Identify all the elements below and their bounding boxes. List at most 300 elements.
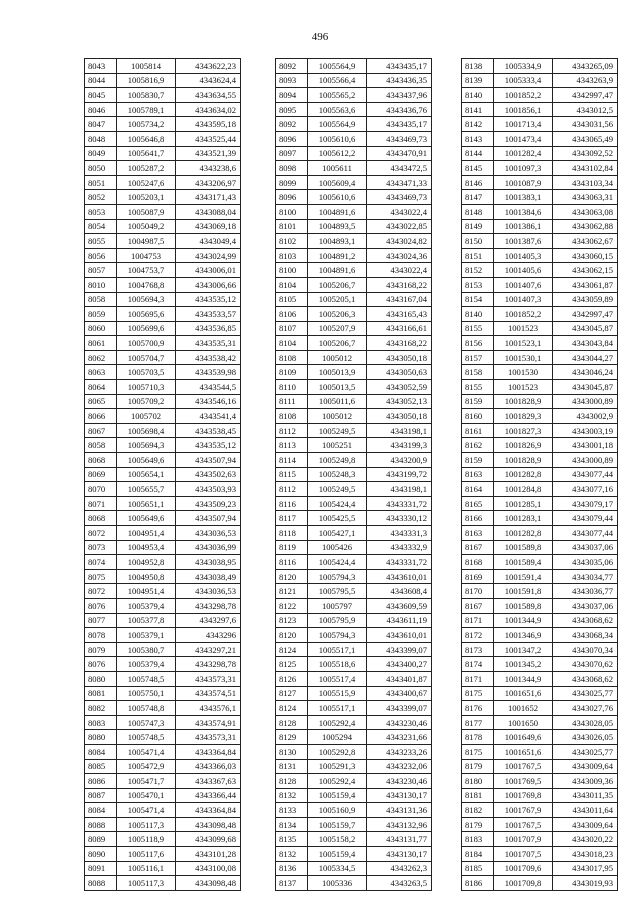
point-number-cell: 8171 — [462, 671, 494, 686]
table-row — [276, 642, 432, 657]
y-coordinate-cell: 4343525,44 — [176, 131, 241, 146]
point-number-cell: 8049 — [85, 146, 117, 161]
point-number-cell: 8070 — [85, 482, 117, 497]
x-coordinate-cell: 1004951,4 — [117, 526, 176, 541]
x-coordinate-cell: 1005118,9 — [117, 832, 176, 847]
x-coordinate-cell: 1005203,1 — [117, 190, 176, 205]
y-coordinate-cell: 4343050,18 — [367, 409, 432, 424]
y-coordinate-cell: 4343507,94 — [176, 511, 241, 526]
table-row — [85, 671, 241, 686]
table-row — [276, 555, 432, 570]
y-coordinate-cell: 4343101,28 — [176, 847, 241, 862]
y-coordinate-cell: 4343610,01 — [367, 569, 432, 584]
point-number-cell: 8052 — [85, 190, 117, 205]
point-number-cell: 8120 — [276, 569, 308, 584]
table-row — [462, 511, 618, 526]
table-row — [276, 321, 432, 336]
x-coordinate-cell: 1005564,9 — [308, 117, 367, 132]
coordinate-table-right — [461, 58, 618, 891]
x-coordinate-cell: 1005655,7 — [117, 482, 176, 497]
x-coordinate-cell: 1001097,3 — [494, 161, 553, 176]
y-coordinate-cell: 4343200,9 — [367, 453, 432, 468]
y-coordinate-cell: 4343622,23 — [176, 59, 241, 74]
table-row — [85, 365, 241, 380]
y-coordinate-cell: 4343206,97 — [176, 175, 241, 190]
x-coordinate-cell: 1001591,4 — [494, 569, 553, 584]
y-coordinate-cell: 4343000,89 — [553, 453, 618, 468]
x-coordinate-cell: 1005049,2 — [117, 219, 176, 234]
point-number-cell: 8185 — [462, 861, 494, 876]
table-row — [276, 380, 432, 395]
y-coordinate-cell: 4343100,08 — [176, 861, 241, 876]
table-row — [462, 584, 618, 599]
table-row — [276, 876, 432, 891]
table-row — [85, 204, 241, 219]
point-number-cell: 8057 — [85, 263, 117, 278]
point-number-cell: 8142 — [462, 117, 494, 132]
point-number-cell: 8117 — [276, 511, 308, 526]
y-coordinate-cell: 4343070,34 — [553, 642, 618, 657]
x-coordinate-cell: 1004987,5 — [117, 234, 176, 249]
point-number-cell: 8122 — [276, 598, 308, 613]
coordinate-table-middle — [275, 58, 432, 891]
y-coordinate-cell: 4343045,87 — [553, 321, 618, 336]
y-coordinate-cell: 4343024,36 — [367, 248, 432, 263]
y-coordinate-cell: 4343068,62 — [553, 613, 618, 628]
y-coordinate-cell: 4343471,33 — [367, 175, 432, 190]
y-coordinate-cell: 4343400,67 — [367, 686, 432, 701]
point-number-cell: 8152 — [462, 263, 494, 278]
point-number-cell: 8125 — [276, 657, 308, 672]
x-coordinate-cell: 1004891,6 — [308, 204, 367, 219]
y-coordinate-cell: 4343088,04 — [176, 204, 241, 219]
y-coordinate-cell: 4343199,72 — [367, 467, 432, 482]
point-number-cell: 8126 — [276, 671, 308, 686]
x-coordinate-cell: 1001709,6 — [494, 861, 553, 876]
y-coordinate-cell: 4343401,87 — [367, 671, 432, 686]
table-row — [85, 715, 241, 730]
x-coordinate-cell: 1001852,2 — [494, 88, 553, 103]
point-number-cell: 8071 — [85, 496, 117, 511]
point-number-cell: 8116 — [276, 496, 308, 511]
table-row — [85, 175, 241, 190]
x-coordinate-cell: 1005011,6 — [308, 394, 367, 409]
y-coordinate-cell: 4343068,62 — [553, 671, 618, 686]
table-row — [85, 88, 241, 103]
x-coordinate-cell: 1001282,8 — [494, 526, 553, 541]
y-coordinate-cell: 4343069,18 — [176, 219, 241, 234]
y-coordinate-cell: 4343507,94 — [176, 453, 241, 468]
x-coordinate-cell: 1005566,4 — [308, 73, 367, 88]
x-coordinate-cell: 1005249,8 — [308, 453, 367, 468]
x-coordinate-cell: 1005564,9 — [308, 59, 367, 74]
point-number-cell: 8089 — [85, 832, 117, 847]
y-coordinate-cell: 4343061,87 — [553, 277, 618, 292]
point-number-cell: 8096 — [276, 131, 308, 146]
y-coordinate-cell: 4343102,84 — [553, 161, 618, 176]
point-number-cell: 8147 — [462, 190, 494, 205]
point-number-cell: 8080 — [85, 671, 117, 686]
y-coordinate-cell: 4343036,53 — [176, 584, 241, 599]
point-number-cell: 8072 — [85, 584, 117, 599]
x-coordinate-cell: 1005654,1 — [117, 467, 176, 482]
point-number-cell: 8140 — [462, 88, 494, 103]
point-number-cell: 8073 — [85, 540, 117, 555]
y-coordinate-cell: 4343198,1 — [367, 482, 432, 497]
table-row — [85, 350, 241, 365]
point-number-cell: 8059 — [85, 307, 117, 322]
point-number-cell: 8112 — [276, 482, 308, 497]
x-coordinate-cell: 1001591,8 — [494, 584, 553, 599]
x-coordinate-cell: 1005470,1 — [117, 788, 176, 803]
point-number-cell: 8074 — [85, 555, 117, 570]
y-coordinate-cell: 4343230,46 — [367, 715, 432, 730]
y-coordinate-cell: 4343574,91 — [176, 715, 241, 730]
table-row — [276, 759, 432, 774]
y-coordinate-cell: 4343198,1 — [367, 423, 432, 438]
x-coordinate-cell: 1005651,1 — [117, 496, 176, 511]
x-coordinate-cell: 1001283,1 — [494, 511, 553, 526]
y-coordinate-cell: 4343006,66 — [176, 277, 241, 292]
x-coordinate-cell: 1001473,4 — [494, 131, 553, 146]
x-coordinate-cell: 1005294 — [308, 730, 367, 745]
y-coordinate-cell: 4343265,09 — [553, 59, 618, 74]
point-number-cell: 8136 — [276, 861, 308, 876]
table-row — [85, 774, 241, 789]
point-number-cell: 8181 — [462, 788, 494, 803]
x-coordinate-cell: 1001284,8 — [494, 482, 553, 497]
table-row — [276, 263, 432, 278]
table-row — [462, 526, 618, 541]
x-coordinate-cell: 1005471,7 — [117, 774, 176, 789]
x-coordinate-cell: 1005287,2 — [117, 161, 176, 176]
y-coordinate-cell: 4343263,9 — [553, 73, 618, 88]
table-row — [462, 336, 618, 351]
table-row — [276, 292, 432, 307]
table-row — [276, 438, 432, 453]
x-coordinate-cell: 1005794,3 — [308, 628, 367, 643]
x-coordinate-cell: 1005158,2 — [308, 832, 367, 847]
x-coordinate-cell: 1001649,6 — [494, 730, 553, 745]
table-row — [462, 861, 618, 876]
y-coordinate-cell: 4343331,3 — [367, 526, 432, 541]
x-coordinate-cell: 1005379,4 — [117, 598, 176, 613]
y-coordinate-cell: 4343535,31 — [176, 336, 241, 351]
point-number-cell: 8076 — [85, 598, 117, 613]
table-row — [276, 307, 432, 322]
point-number-cell: 8160 — [462, 409, 494, 424]
table-row — [462, 744, 618, 759]
point-number-cell: 8139 — [462, 73, 494, 88]
point-number-cell: 8084 — [85, 744, 117, 759]
x-coordinate-cell: 1005206,7 — [308, 336, 367, 351]
x-coordinate-cell: 1005694,3 — [117, 438, 176, 453]
table-row — [85, 59, 241, 74]
point-number-cell: 8068 — [85, 453, 117, 468]
table-row — [276, 730, 432, 745]
point-number-cell: 8146 — [462, 175, 494, 190]
x-coordinate-cell: 1001713,4 — [494, 117, 553, 132]
point-number-cell: 8165 — [462, 496, 494, 511]
table-row — [85, 569, 241, 584]
x-coordinate-cell: 1005747,3 — [117, 715, 176, 730]
point-number-cell: 8183 — [462, 832, 494, 847]
y-coordinate-cell: 4343025,77 — [553, 744, 618, 759]
x-coordinate-cell: 1005699,6 — [117, 321, 176, 336]
x-coordinate-cell: 1005471,4 — [117, 803, 176, 818]
page-number: 496 — [311, 31, 329, 43]
y-coordinate-cell: 4343052,13 — [367, 394, 432, 409]
table-row — [85, 686, 241, 701]
point-number-cell: 8108 — [276, 409, 308, 424]
table-row — [276, 671, 432, 686]
x-coordinate-cell: 1005291,3 — [308, 759, 367, 774]
point-number-cell: 8186 — [462, 876, 494, 891]
point-number-cell: 8163 — [462, 467, 494, 482]
point-number-cell: 8145 — [462, 161, 494, 176]
y-coordinate-cell: 4343238,6 — [176, 161, 241, 176]
table-row — [85, 453, 241, 468]
x-coordinate-cell: 1001530 — [494, 365, 553, 380]
y-coordinate-cell: 4343436,35 — [367, 73, 432, 88]
table-row — [462, 701, 618, 716]
x-coordinate-cell: 1005563,6 — [308, 102, 367, 117]
table-row — [462, 423, 618, 438]
table-row — [276, 628, 432, 643]
x-coordinate-cell: 1001707,5 — [494, 847, 553, 862]
table-row — [85, 131, 241, 146]
y-coordinate-cell: 4343538,42 — [176, 350, 241, 365]
y-coordinate-cell: 4343028,05 — [553, 715, 618, 730]
point-number-cell: 8116 — [276, 555, 308, 570]
table-row — [85, 540, 241, 555]
table-row — [276, 496, 432, 511]
y-coordinate-cell: 4343168,22 — [367, 336, 432, 351]
table-row — [276, 277, 432, 292]
y-coordinate-cell: 4343037,06 — [553, 598, 618, 613]
point-number-cell: 8168 — [462, 555, 494, 570]
y-coordinate-cell: 4343165,43 — [367, 307, 432, 322]
y-coordinate-cell: 4343022,4 — [367, 204, 432, 219]
y-coordinate-cell: 4343038,95 — [176, 555, 241, 570]
point-number-cell: 8064 — [85, 380, 117, 395]
x-coordinate-cell: 1005206,3 — [308, 307, 367, 322]
y-coordinate-cell: 4343049,4 — [176, 234, 241, 249]
table-row — [276, 248, 432, 263]
point-number-cell: 8086 — [85, 774, 117, 789]
x-coordinate-cell: 1005292,8 — [308, 744, 367, 759]
y-coordinate-cell: 4343609,59 — [367, 598, 432, 613]
x-coordinate-cell: 1005380,7 — [117, 642, 176, 657]
table-row — [462, 146, 618, 161]
table-row — [462, 715, 618, 730]
point-number-cell: 8088 — [85, 876, 117, 891]
point-number-cell: 8090 — [85, 847, 117, 862]
y-coordinate-cell: 4343263,5 — [367, 876, 432, 891]
x-coordinate-cell: 1001589,8 — [494, 540, 553, 555]
y-coordinate-cell: 4343038,49 — [176, 569, 241, 584]
table-row — [85, 598, 241, 613]
point-number-cell: 8110 — [276, 380, 308, 395]
x-coordinate-cell: 1005694,3 — [117, 292, 176, 307]
point-number-cell: 8109 — [276, 365, 308, 380]
y-coordinate-cell: 4343052,59 — [367, 380, 432, 395]
table-row — [85, 277, 241, 292]
x-coordinate-cell: 1001285,1 — [494, 496, 553, 511]
x-coordinate-cell: 1001767,5 — [494, 817, 553, 832]
x-coordinate-cell: 1005379,4 — [117, 657, 176, 672]
table-row — [462, 847, 618, 862]
x-coordinate-cell: 1004951,4 — [117, 584, 176, 599]
y-coordinate-cell: 4343050,18 — [367, 350, 432, 365]
point-number-cell: 8047 — [85, 117, 117, 132]
x-coordinate-cell: 1005426 — [308, 540, 367, 555]
table-row — [85, 219, 241, 234]
point-number-cell: 8175 — [462, 686, 494, 701]
x-coordinate-cell: 1005795,9 — [308, 613, 367, 628]
y-coordinate-cell: 4343573,31 — [176, 671, 241, 686]
table-row — [462, 876, 618, 891]
table-row — [276, 540, 432, 555]
x-coordinate-cell: 1005336 — [308, 876, 367, 891]
table-row — [462, 759, 618, 774]
point-number-cell: 8102 — [276, 234, 308, 249]
table-row — [276, 234, 432, 249]
table-row — [85, 847, 241, 862]
y-coordinate-cell: 4343022,4 — [367, 263, 432, 278]
point-number-cell: 8132 — [276, 788, 308, 803]
point-number-cell: 8043 — [85, 59, 117, 74]
point-number-cell: 8053 — [85, 204, 117, 219]
x-coordinate-cell: 1005646,8 — [117, 131, 176, 146]
y-coordinate-cell: 4343017,95 — [553, 861, 618, 876]
point-number-cell: 8159 — [462, 394, 494, 409]
point-number-cell: 8157 — [462, 350, 494, 365]
table-row — [462, 59, 618, 74]
y-coordinate-cell: 4343364,84 — [176, 803, 241, 818]
y-coordinate-cell: 4343024,99 — [176, 248, 241, 263]
point-number-cell: 8128 — [276, 715, 308, 730]
table-row — [85, 730, 241, 745]
table-row — [276, 365, 432, 380]
point-number-cell: 8072 — [85, 526, 117, 541]
table-row — [85, 321, 241, 336]
table-row — [276, 423, 432, 438]
table-row — [462, 88, 618, 103]
table-row — [462, 628, 618, 643]
y-coordinate-cell: 4343035,06 — [553, 555, 618, 570]
x-coordinate-cell: 1004893,1 — [308, 234, 367, 249]
point-number-cell: 8179 — [462, 759, 494, 774]
point-number-cell: 8166 — [462, 511, 494, 526]
x-coordinate-cell: 1005333,4 — [494, 73, 553, 88]
table-row — [276, 453, 432, 468]
point-number-cell: 8178 — [462, 730, 494, 745]
y-coordinate-cell: 4343046,24 — [553, 365, 618, 380]
table-row — [462, 190, 618, 205]
table-row — [276, 190, 432, 205]
x-coordinate-cell: 1005709,2 — [117, 394, 176, 409]
x-coordinate-cell: 1001826,9 — [494, 438, 553, 453]
x-coordinate-cell: 1005247,6 — [117, 175, 176, 190]
y-coordinate-cell: 4343130,17 — [367, 847, 432, 862]
x-coordinate-cell: 1001767,5 — [494, 759, 553, 774]
table-row — [276, 569, 432, 584]
y-coordinate-cell: 4343535,12 — [176, 292, 241, 307]
table-row — [276, 613, 432, 628]
point-number-cell: 8077 — [85, 613, 117, 628]
table-row — [85, 701, 241, 716]
point-number-cell: 8087 — [85, 788, 117, 803]
y-coordinate-cell: 4343003,19 — [553, 423, 618, 438]
x-coordinate-cell: 1005087,9 — [117, 204, 176, 219]
y-coordinate-cell: 4343031,56 — [553, 117, 618, 132]
table-row — [85, 511, 241, 526]
table-row — [462, 671, 618, 686]
table-row — [276, 817, 432, 832]
x-coordinate-cell: 1005427,1 — [308, 526, 367, 541]
x-coordinate-cell: 1001709,8 — [494, 876, 553, 891]
point-number-cell: 8172 — [462, 628, 494, 643]
point-number-cell: 8112 — [276, 423, 308, 438]
y-coordinate-cell: 4343509,23 — [176, 496, 241, 511]
x-coordinate-cell: 1005206,7 — [308, 277, 367, 292]
point-number-cell: 8092 — [276, 117, 308, 132]
point-number-cell: 8170 — [462, 584, 494, 599]
y-coordinate-cell: 4343166,61 — [367, 321, 432, 336]
x-coordinate-cell: 1001523 — [494, 321, 553, 336]
y-coordinate-cell: 4343077,44 — [553, 526, 618, 541]
table-row — [276, 744, 432, 759]
point-number-cell: 8159 — [462, 453, 494, 468]
y-coordinate-cell: 4343011,35 — [553, 788, 618, 803]
x-coordinate-cell: 1005249,5 — [308, 482, 367, 497]
y-coordinate-cell: 4343502,63 — [176, 467, 241, 482]
table-row — [276, 467, 432, 482]
table-row — [276, 336, 432, 351]
x-coordinate-cell: 1005830,7 — [117, 88, 176, 103]
table-row — [276, 88, 432, 103]
y-coordinate-cell: 4343366,03 — [176, 759, 241, 774]
point-number-cell: 8130 — [276, 744, 308, 759]
x-coordinate-cell: 1001651,6 — [494, 744, 553, 759]
table-row — [462, 482, 618, 497]
x-coordinate-cell: 1001383,1 — [494, 190, 553, 205]
y-coordinate-cell: 4343366,44 — [176, 788, 241, 803]
table-row — [85, 263, 241, 278]
table-row — [462, 380, 618, 395]
point-number-cell: 8132 — [276, 847, 308, 862]
table-row — [276, 803, 432, 818]
table-row — [462, 788, 618, 803]
y-coordinate-cell: 4343131,77 — [367, 832, 432, 847]
x-coordinate-cell: 1005610,6 — [308, 131, 367, 146]
x-coordinate-cell: 1005207,9 — [308, 321, 367, 336]
point-number-cell: 8120 — [276, 628, 308, 643]
table-row — [276, 146, 432, 161]
x-coordinate-cell: 1001828,9 — [494, 394, 553, 409]
y-coordinate-cell: 4343535,12 — [176, 438, 241, 453]
y-coordinate-cell: 4343610,01 — [367, 628, 432, 643]
x-coordinate-cell: 1005159,4 — [308, 788, 367, 803]
x-coordinate-cell: 1005816,9 — [117, 73, 176, 88]
point-number-cell: 8058 — [85, 292, 117, 307]
table-row — [85, 642, 241, 657]
x-coordinate-cell: 1005518,6 — [308, 657, 367, 672]
y-coordinate-cell: 4343233,26 — [367, 744, 432, 759]
point-number-cell: 8129 — [276, 730, 308, 745]
point-number-cell: 8060 — [85, 321, 117, 336]
